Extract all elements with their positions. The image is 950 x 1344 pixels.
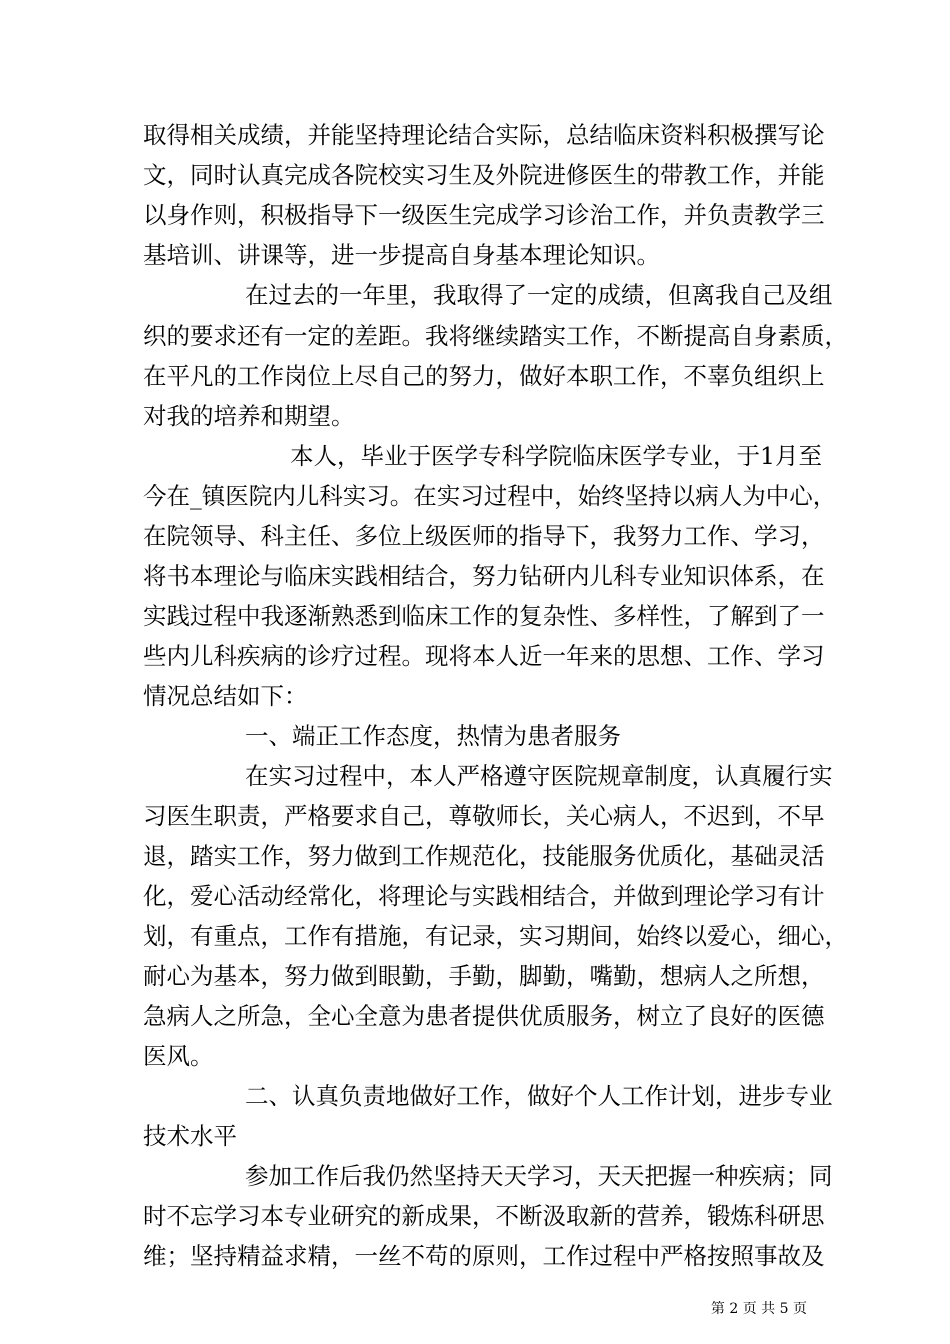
text-line: 维；坚持精益求精，一丝不苟的原则，工作过程中严格按照事故及 bbox=[143, 1242, 825, 1270]
text-line: 实践过程中我逐渐熟悉到临床工作的复杂性、多样性，了解到了一 bbox=[143, 602, 825, 630]
text-line: 时不忘学习本专业研究的新成果，不断汲取新的营养，锻炼科研思 bbox=[143, 1202, 825, 1230]
text-line: 织的要求还有一定的差距。我将继续踏实工作，不断提高自身素质， bbox=[143, 322, 848, 350]
section-heading: 一、端正工作态度，热情为患者服务 bbox=[245, 722, 621, 750]
page-number: 第 2 页 共 5 页 bbox=[710, 1301, 807, 1317]
text-line: 将书本理论与临床实践相结合，努力钻研内儿科专业知识体系，在 bbox=[143, 562, 825, 590]
text-line: 在过去的一年里，我取得了一定的成绩，但离我自己及组 bbox=[245, 281, 833, 309]
text-line: 在平凡的工作岗位上尽自己的努力，做好本职工作，不辜负组织上 bbox=[143, 362, 825, 390]
text-line: 耐心为基本，努力做到眼勤，手勤，脚勤，嘴勤，想病人之所想， bbox=[143, 962, 825, 990]
text-line: 以身作则，积极指导下一级医生完成学习诊治工作，并负责教学三 bbox=[143, 201, 825, 229]
text-line: 划，有重点，工作有措施，有记录，实习期间，始终以爱心，细心， bbox=[143, 922, 848, 950]
section-heading: 技术水平 bbox=[143, 1122, 237, 1150]
section-heading: 二、认真负责地做好工作，做好个人工作计划，进步专业 bbox=[245, 1082, 833, 1110]
text-line: 退，踏实工作，努力做到工作规范化，技能服务优质化，基础灵活 bbox=[143, 842, 825, 870]
text-line: 在实习过程中，本人严格遵守医院规章制度，认真履行实 bbox=[245, 762, 833, 790]
text-line: 些内儿科疾病的诊疗过程。现将本人近一年来的思想、工作、学习 bbox=[143, 642, 825, 670]
text-line: 在院领导、科主任、多位上级医师的指导下，我努力工作、学习， bbox=[143, 522, 825, 550]
text-line: 今在_镇医院内儿科实习。在实习过程中，始终坚持以病人为中心， bbox=[143, 482, 837, 510]
text-line: 急病人之所急，全心全意为患者提供优质服务，树立了良好的医德 bbox=[143, 1002, 825, 1030]
text-line: 对我的培养和期望。 bbox=[143, 402, 355, 430]
text-line: 化，爱心活动经常化，将理论与实践相结合，并做到理论学习有计 bbox=[143, 882, 825, 910]
text-line: 取得相关成绩，并能坚持理论结合实际，总结临床资料积极撰写论 bbox=[143, 121, 825, 149]
text-line: 习医生职责，严格要求自己，尊敬师长，关心病人，不迟到，不早 bbox=[143, 802, 825, 830]
text-line: 医风。 bbox=[143, 1042, 214, 1070]
text-line: 基培训、讲课等，进一步提高自身基本理论知识。 bbox=[143, 241, 660, 269]
text-line: 本人，毕业于医学专科学院临床医学专业，于1月至 bbox=[290, 442, 822, 470]
text-line: 参加工作后我仍然坚持天天学习，天天把握一种疾病；同 bbox=[245, 1162, 833, 1190]
text-line: 文，同时认真完成各院校实习生及外院进修医生的带教工作，并能 bbox=[143, 161, 825, 189]
text-line: 情况总结如下： bbox=[143, 682, 308, 710]
